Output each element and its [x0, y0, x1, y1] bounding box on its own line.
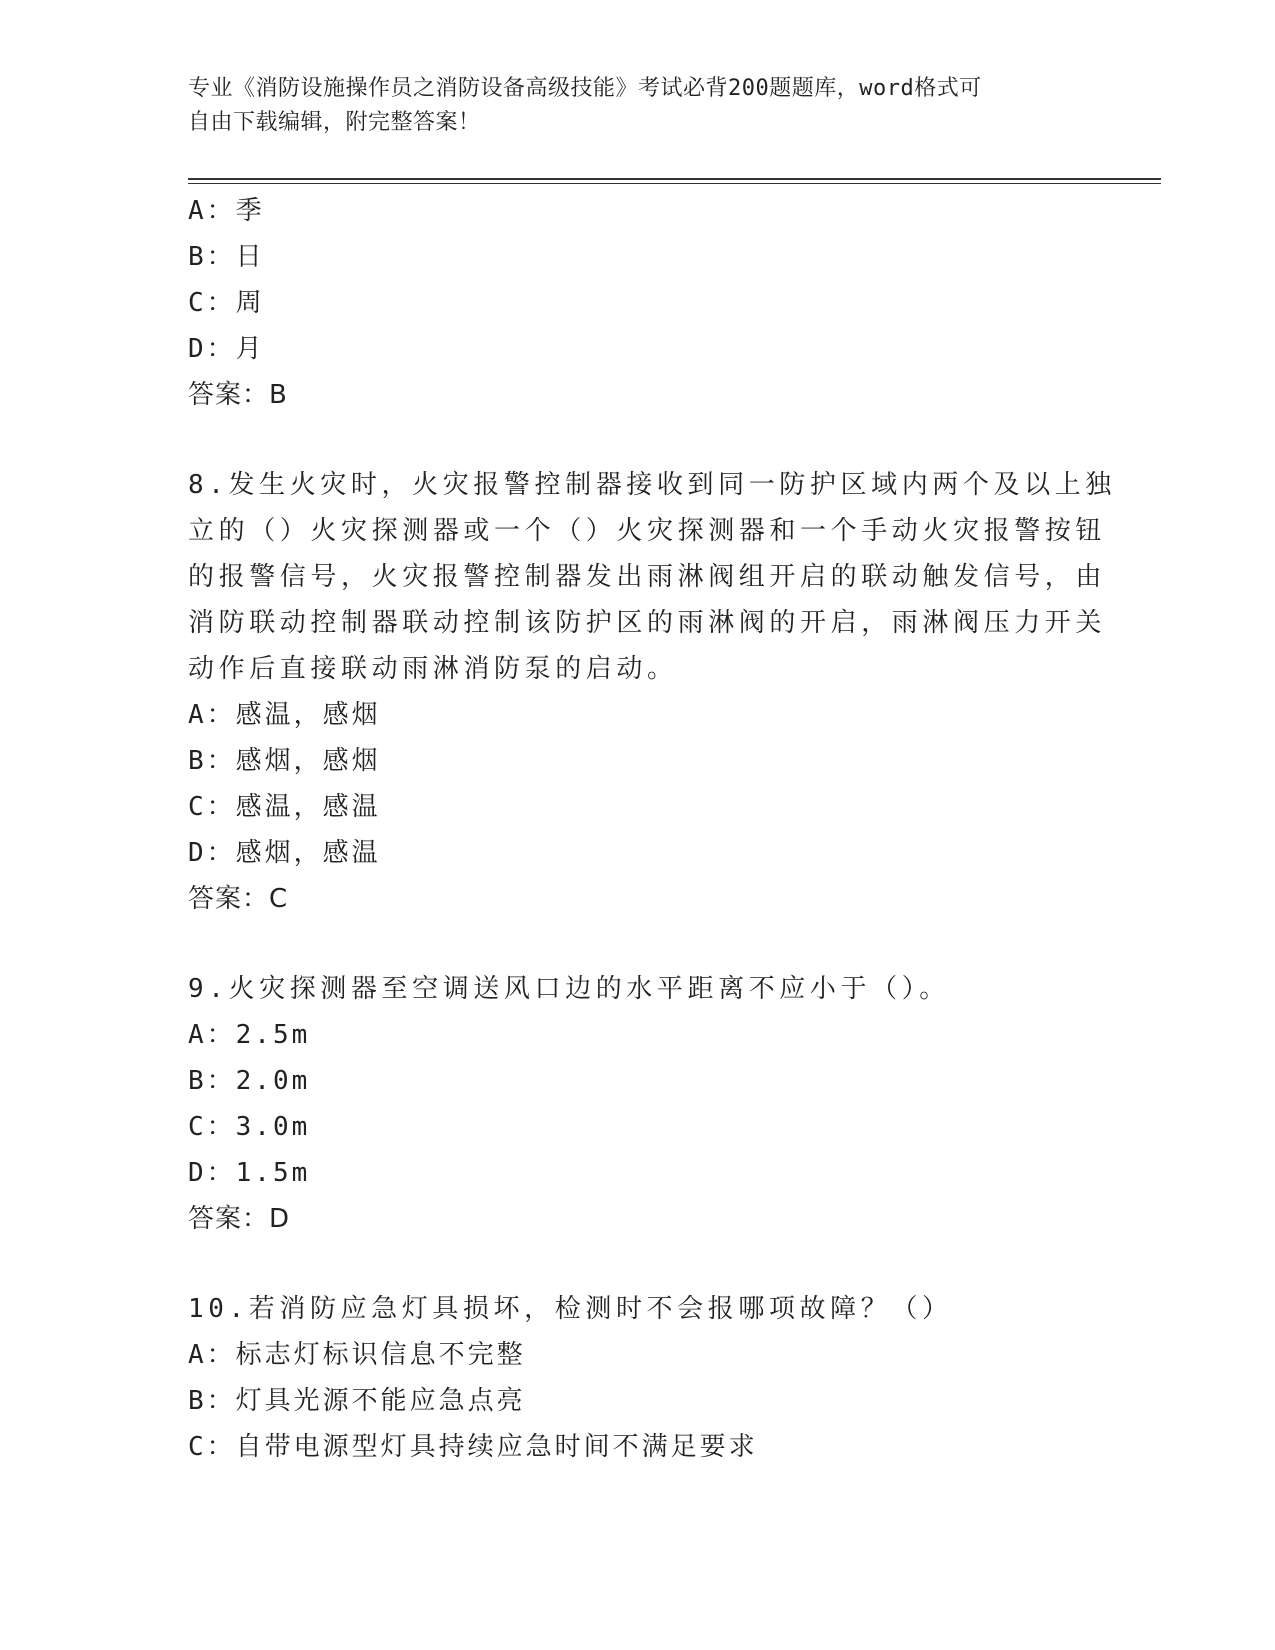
option-a: A：2.5m	[188, 1020, 311, 1050]
question-text-line: 8.发生火灾时，火灾报警控制器接收到同一防护区域内两个及以上独	[188, 470, 1116, 500]
question-10	[188, 1286, 1068, 1470]
question-text-line: 立的（）火灾探测器或一个（）火灾探测器和一个手动火灾报警按钮	[188, 516, 1107, 546]
header-line-1: 专业《消防设施操作员之消防设备高级技能》考试必背200题题库，word格式可	[188, 76, 982, 101]
question-text-line: 的报警信号，火灾报警控制器发出雨淋阀组开启的联动触发信号，由	[188, 562, 1107, 592]
answer: 答案：B	[188, 380, 288, 410]
option-c: C：感温，感温	[188, 792, 381, 822]
question-9	[188, 966, 1068, 1242]
header-rule-thick	[188, 178, 1161, 180]
question-text: 10.若消防应急灯具损坏，检测时不会报哪项故障？（）	[188, 1294, 953, 1324]
question-text-line: 动作后直接联动雨淋消防泵的启动。	[188, 654, 678, 684]
answer: 答案：C	[188, 884, 289, 914]
option-d: D：月	[188, 334, 265, 364]
option-b: B：2.0m	[188, 1066, 311, 1096]
question-7	[188, 188, 1068, 418]
question-8	[188, 462, 1116, 922]
header-rule-thin	[188, 183, 1161, 184]
question-list	[188, 188, 1116, 1470]
option-b: B：感烟，感烟	[188, 746, 381, 776]
option-a: A：季	[188, 196, 265, 226]
option-a: A：标志灯标识信息不完整	[188, 1340, 526, 1370]
answer: 答案：D	[188, 1204, 291, 1234]
option-d: D：1.5m	[188, 1158, 311, 1188]
question-text: 9.火灾探测器至空调送风口边的水平距离不应小于（）。	[188, 974, 950, 1004]
option-b: B：灯具光源不能应急点亮	[188, 1386, 526, 1416]
document-header	[188, 72, 1068, 140]
option-b: B：日	[188, 242, 265, 272]
option-c: C：自带电源型灯具持续应急时间不满足要求	[188, 1432, 758, 1462]
option-c: C：周	[188, 288, 265, 318]
header-line-2: 自由下载编辑，附完整答案！	[188, 110, 481, 135]
option-a: A：感温，感烟	[188, 700, 381, 730]
option-d: D：感烟，感温	[188, 838, 381, 868]
question-text-line: 消防联动控制器联动控制该防护区的雨淋阀的开启，雨淋阀压力开关	[188, 608, 1107, 638]
option-c: C：3.0m	[188, 1112, 311, 1142]
